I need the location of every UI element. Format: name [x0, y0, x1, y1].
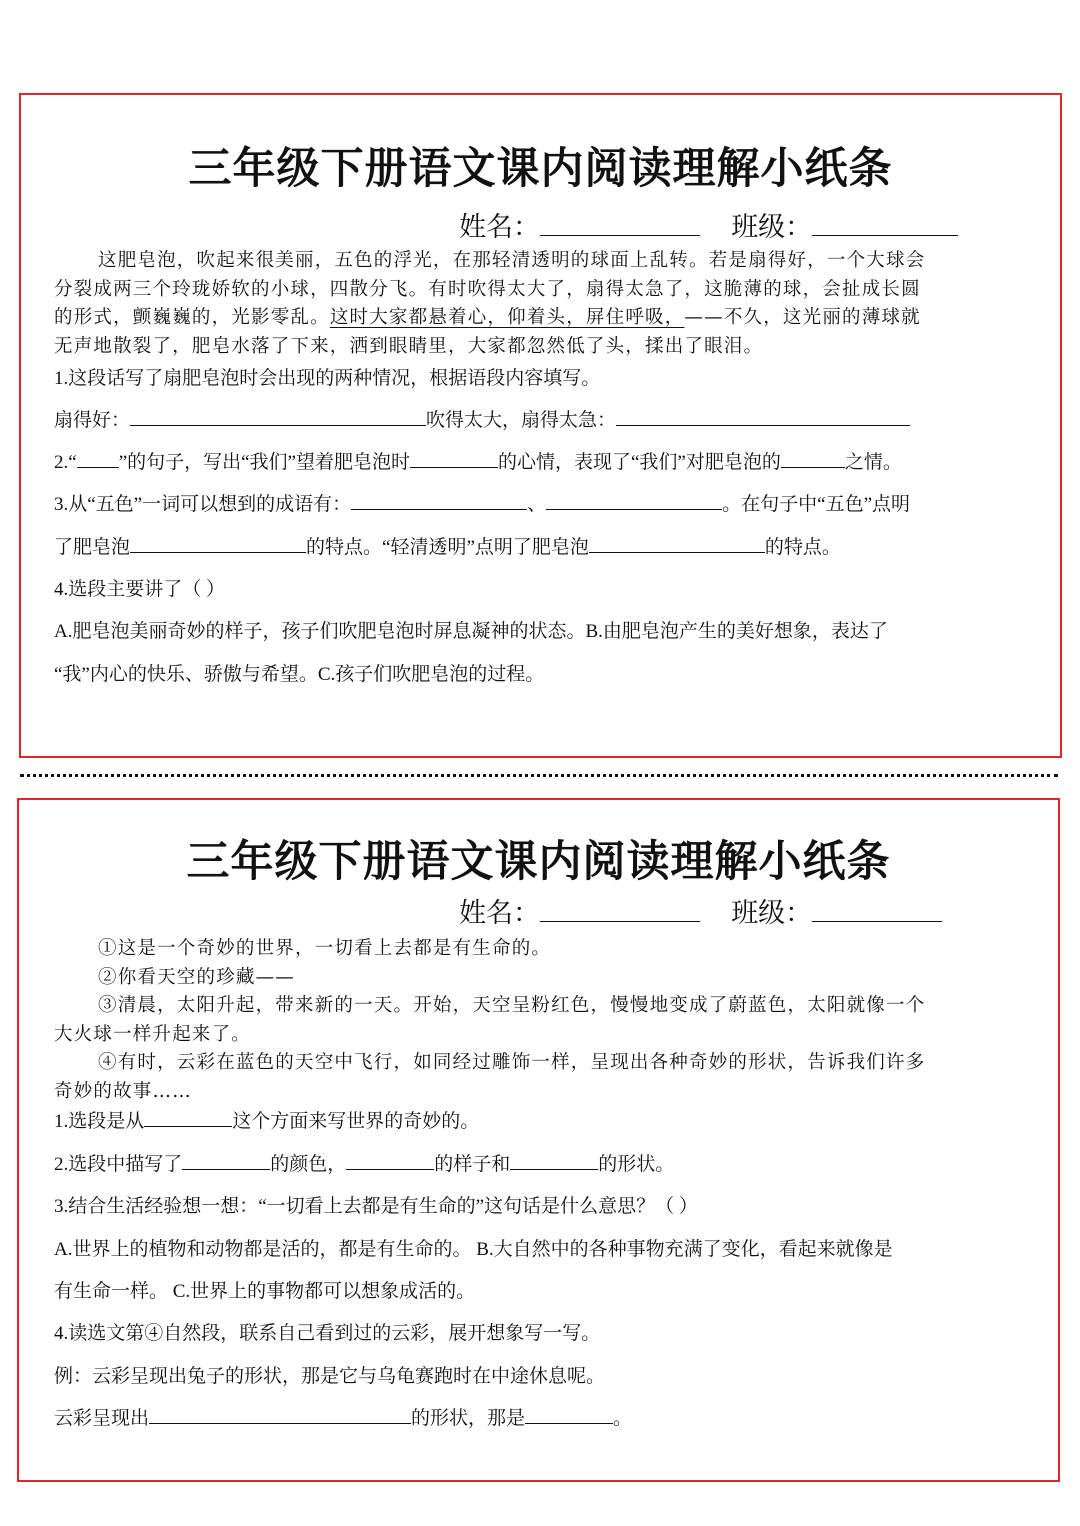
question-1-answers: 扇得好： 吹得太大，扇得太急： [54, 405, 910, 432]
name-field[interactable] [540, 213, 700, 236]
class-label: 班级： [731, 898, 813, 929]
reading-passage [54, 935, 1034, 1106]
question-1: 1.选段是从 这个方面来写世界的奇妙的。 [54, 1106, 479, 1133]
question-2: 2.选段中描写了 的颜色， 的样子和 的形状。 [54, 1149, 674, 1176]
answer-blank[interactable] [346, 1151, 434, 1170]
question-4-options: “我”内心的快乐、骄傲与希望。C.孩子们吹肥皂泡的过程。 [54, 664, 545, 685]
passage-line: ①这是一个奇妙的世界，一切看上去都是有生命的。 [98, 938, 552, 959]
reading-card-1 [19, 93, 1062, 758]
name-field[interactable] [540, 899, 700, 922]
answer-blank[interactable] [781, 449, 845, 468]
class-field[interactable] [812, 899, 942, 922]
cut-line-divider [20, 774, 1058, 777]
question-2: 2.“ ”的句子，写出“我们”望着肥皂泡时 的心情，表现了“我们”对肥皂泡的 之情。 [54, 447, 902, 474]
reading-card-2 [17, 798, 1060, 1482]
answer-blank[interactable] [77, 449, 119, 468]
passage-line: 分裂成两三个玲珑娇软的小球，四散分飞。有时吹得太大了，扇得太急了，这脆薄的球，会扯成长圆 [54, 278, 921, 300]
answer-blank[interactable] [130, 534, 306, 553]
question-3-options: 有生命一样。 C.世界上的事物都可以想象成活的。 [54, 1281, 476, 1302]
student-info [459, 891, 942, 930]
answer-blank[interactable] [525, 1405, 613, 1424]
passage-line: ②你看天空的珍藏—— [98, 966, 296, 988]
passage-line: 的形式，颤巍巍的，光影零乱。这时大家都悬着心，仰着头，屏住呼吸，——不久，这光丽的薄球就 [54, 307, 921, 328]
card-title: 三年级下册语文课内阅读理解小纸条 [186, 837, 891, 887]
passage-line: 这肥皂泡，吹起来很美丽，五色的浮光，在那轻清透明的球面上乱转。若是扇得好，一个大球会 [98, 250, 926, 271]
answer-blank[interactable] [351, 491, 527, 510]
name-label: 姓名： [459, 212, 540, 243]
underlined-sentence: 这时大家都悬着心，仰着头，屏住呼吸， [329, 307, 685, 328]
question-4-answer: 云彩呈现出 的形状，那是 。 [54, 1403, 632, 1430]
question-3: 3.从“五色”一词可以想到的成语有： 、 。在句子中“五色”点明 [54, 489, 910, 516]
passage-line: 奇妙的故事…… [54, 1080, 192, 1102]
answer-blank[interactable] [616, 407, 910, 426]
answer-blank[interactable] [130, 407, 426, 426]
question-1: 1.这段话写了扇肥皂泡时会出现的两种情况，根据语段内容填写。 [54, 368, 601, 389]
class-field[interactable] [812, 213, 958, 236]
question-4-options: A.肥皂泡美丽奇妙的样子，孩子们吹肥皂泡时屏息凝神的状态。B.由肥皂泡产生的美好想象，表达了 [54, 621, 888, 642]
example-sentence: 例：云彩呈现出兔子的形状，那是它与乌龟赛跑时在中途休息呢。 [54, 1366, 606, 1387]
answer-blank[interactable] [410, 449, 498, 468]
answer-blank[interactable] [149, 1405, 411, 1424]
passage-line: 大火球一样升起来了。 [54, 1023, 252, 1045]
passage-line: 无声地散裂了，肥皂水落了下来，洒到眼睛里，大家都忽然低了头，揉出了眼泪。 [54, 335, 764, 357]
question-3: 3.结合生活经验想一想：“一切看上去都是有生命的”这句话是什么意思？（ ） [54, 1196, 698, 1217]
question-3-options: A.世界上的植物和动物都是活的，都是有生命的。 B.大自然中的各种事物充满了变化，看起来就像是 [54, 1239, 893, 1260]
question-4: 4.选段主要讲了（ ） [54, 579, 226, 600]
passage-line: ④有时，云彩在蓝色的天空中飞行，如同经过雕饰一样，呈现出各种奇妙的形状，告诉我们许多 [98, 1052, 926, 1073]
class-label: 班级： [731, 212, 813, 243]
passage-line: ③清晨，太阳升起，带来新的一天。开始，天空呈粉红色，慢慢地变成了蔚蓝色，太阳就像一个 [98, 995, 926, 1016]
student-info [459, 205, 958, 244]
question-4: 4.读选文第④自然段，联系自己看到过的云彩，展开想象写一写。 [54, 1323, 601, 1344]
answer-blank[interactable] [589, 534, 765, 553]
question-3-cont: 了肥皂泡 的特点。“轻清透明”点明了肥皂泡 的特点。 [54, 532, 841, 559]
card-title: 三年级下册语文课内阅读理解小纸条 [188, 144, 893, 194]
answer-blank[interactable] [144, 1108, 232, 1127]
reading-passage [54, 247, 1034, 361]
answer-blank[interactable] [546, 491, 722, 510]
answer-blank[interactable] [182, 1151, 270, 1170]
answer-blank[interactable] [510, 1151, 598, 1170]
name-label: 姓名： [459, 898, 540, 929]
